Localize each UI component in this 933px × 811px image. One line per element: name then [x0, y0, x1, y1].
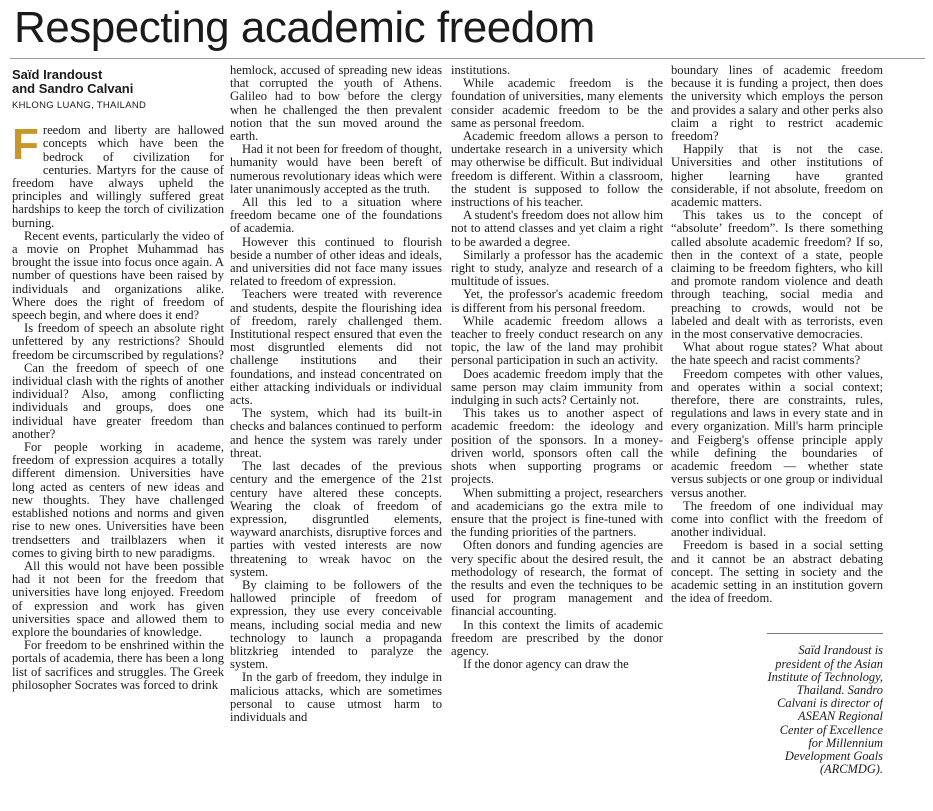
paragraph: While academic freedom is the foundation of universities, many elements consider academic freedom to be the same as personal freedom.	[451, 76, 663, 130]
paragraph: When submitting a project, researchers and academicians go the extra mile to ensure that the project is fine-tuned with the funding priorities of the partners.	[451, 485, 663, 540]
paragraph: If the donor agency can draw the	[463, 657, 629, 672]
paragraph: Similarly a professor has the academic right to study, analyze and research of a multitude of issues.	[451, 247, 663, 289]
paragraph: For people working in academe, freedom of expression acquires a totally different dimension. Universities have long acted as centers of new ideas and new thoughts. They have challenged established notions and norms and given rise to new ones. Universities have been trendsetters and trailblazers when it comes to giving birth to new paradigms.	[12, 440, 224, 560]
paragraph	[12, 120, 224, 230]
paragraph: The freedom of one individual may come into conflict with the freedom of another individual.	[671, 498, 883, 540]
paragraph: Recent events, particularly the video of a movie on Prophet Muhammad has brought the issue into focus once again. A number of questions have been raised by individuals and organizations alike. Where does the right of freedom of speech begin, and where does it end?	[12, 228, 224, 323]
paragraph: hemlock, accused of spreading new ideas that corrupted the youth of Athens. Galileo had to bow before the clergy when he challenged the then prevalent notion that the sun moved around the earth.	[230, 64, 442, 144]
paragraph: Freedom competes with other values, and operates within a social context; therefore, there are constraints, rules, regulations and laws in every state and in every organization. Mill's harm principle and Feigberg's offense principle apply while defining the boundaries of academic freedom — whether state versus subjects or one group or individual versus another.	[671, 366, 883, 500]
column-2	[230, 64, 442, 811]
paragraph: Can the freedom of speech of one individual clash with the rights of another individual? Also, among conflicting individuals and groups, does one individual have greater freedom than another?	[12, 360, 224, 441]
paragraph: The last decades of the previous century and the emergence of the 21st century have altered these concepts. Wearing the cloak of freedom of expression, disgruntled elements, wayward anarchists, disruptive forces and parties with vested interests are now threatening to wreak havoc on the system.	[230, 459, 442, 579]
column-3	[451, 64, 663, 811]
paragraph: By claiming to be followers of the hallowed principle of freedom of expression, they use every conceivable means, including social media and new technology to launch a propaganda blitzkrieg intended to paralyze the system.	[230, 577, 442, 672]
paragraph: This takes us to another aspect of academic freedom: the ideology and position of the sponsors. In a money-driven world, sponsors often call the shots when supporting programs or projects.	[451, 406, 663, 487]
byline	[12, 68, 224, 96]
drop-cap: F	[12, 120, 39, 170]
paragraph: Often donors and funding agencies are very specific about the desired result, the methodology of research, the format of the results and even the techniques to be used for program management and financial accounting.	[451, 538, 663, 619]
paragraph: In this context the limits of academic freedom are prescribed by the donor agency.	[451, 617, 663, 658]
paragraph: Academic freedom allows a person to undertake research in a university which may otherwise be difficult. But individual freedom is different. Within a classroom, the student is supposed to follow the instructions of his teacher.	[451, 129, 663, 210]
headline-rule	[10, 58, 925, 59]
dateline: KHLONG LUANG, THAILAND	[12, 100, 147, 111]
paragraph: A student's freedom does not allow him not to attend classes and yet claim a right to be awarded a degree.	[451, 208, 663, 249]
paragraph: Happily that is not the case. Universities and other institutions of higher learning have granted considerable, if not absolute, freedom on academic matters.	[671, 142, 883, 210]
paragraph: All this would not have been possible had it not been for the freedom that universities have long enjoyed. Freedom of expression and work has given universities space and allowed them to explore the boundaries of knowledge.	[12, 558, 224, 639]
paragraph: What about rogue states? What about the hate speech and racist comments?	[671, 340, 883, 368]
paragraph: For freedom to be enshrined within the portals of academia, there has been a long list of sacrifices and struggles. The Greek philosopher Socrates was forced to drink	[12, 638, 224, 692]
paragraph: All this led to a situation where freedom became one of the foundations of academia.	[230, 195, 442, 236]
author-bio: Saïd Irandoust is president of the Asian Institute of Technology, Thailand. Sandro Calvani is director of ASEAN Regional Center of Excellence for Millennium Development Goals (ARCMDG).	[767, 633, 883, 776]
paragraph: However this continued to flourish beside a number of other ideas and ideals, and universities did not face many issues related to freedom of expression.	[230, 234, 442, 289]
headline: Respecting academic freedom	[14, 3, 595, 52]
paragraph: While academic freedom allows a teacher to freely conduct research on any topic, the law of the land may prohibit personal participation in such an activity.	[451, 313, 663, 368]
paragraph: This takes us to the concept of “absolute’ freedom”. Is there something called absolute academic freedom? If so, then in the context of a state, people claiming to be freedom fighters, who kill and promote random violence and death through teaching, social media and preaching to crowds, would not be labeled and dealt with as terrorists, even in the most conservative democracies.	[671, 208, 883, 342]
paragraph: boundary lines of academic freedom because it is funding a project, then does the university which employs the person and provides a salary and other perks also claim a right to restrict academic freedom?	[671, 64, 883, 144]
paragraph-text: reedom and liberty are hallowed concepts which have been the bedrock of civilization for centuries. Martyrs for the cause of freedom have always upheld the principles and willingly suffered great hardships to keep the torch of civilization burning.	[12, 123, 224, 230]
column-1	[12, 64, 224, 811]
paragraph: Does academic freedom imply that the same person may claim immunity from indulging in such acts? Certainly not.	[451, 366, 663, 408]
paragraph: The system, which had its built-in checks and balances continued to perform and hence the system was rarely under threat.	[230, 406, 442, 460]
column-4	[671, 64, 883, 811]
paragraph: Freedom is based in a social setting and it cannot be an abstract debating concept. The setting in society and the academic setting in an institution govern the idea of freedom.	[671, 538, 883, 606]
paragraph: Is freedom of speech an absolute right unfettered by any restrictions? Should freedom be circumscribed by regulations?	[12, 321, 224, 362]
paragraph: institutions.	[451, 64, 511, 77]
paragraph: Had it not been for freedom of thought, humanity would have been bereft of numerous revolutionary ideas which were later unanimously accepted as the truth.	[230, 142, 442, 196]
paragraph: Teachers were treated with reverence and students, despite the flourishing idea of freedom, rarely challenged them. Institutional respect ensured that even the most disgruntled elements did not challenge institutions and their foundations, and instead concentrated on either attacking individuals or individual acts.	[230, 287, 442, 408]
byline-author-1: Saïd Irandoust	[12, 67, 103, 82]
paragraph: In the garb of freedom, they indulge in malicious attacks, which are sometimes personal to cause utmost harm to individuals and	[230, 670, 442, 724]
paragraph: Yet, the professor's academic freedom is different from his personal freedom.	[451, 287, 663, 315]
byline-author-2: and Sandro Calvani	[12, 81, 134, 96]
